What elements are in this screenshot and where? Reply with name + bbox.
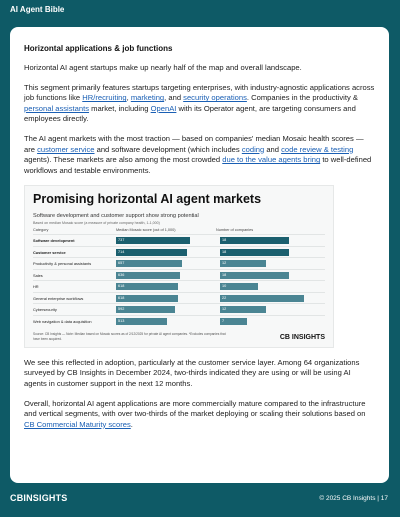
score-bar-track [116,237,216,244]
link-code-review-testing[interactable]: code review & testing [281,144,354,154]
text: to well-defined workflows and testable environments. [24,155,372,175]
row-category: Software development [33,238,75,244]
score-bar: 714 [116,249,187,256]
figure-source: Source: CB Insights — Note: Median based on Mosaic scores as of 2/12/2025 for private AI agent companies. *Excludes companies that have been acquired. [33,332,226,341]
companies-bar-track [220,237,316,244]
table-row [33,234,325,246]
figure-subtitle: Software development and customer support show strong potential [33,213,199,220]
companies-bar: 18 [220,237,289,244]
score-bar: 636 [116,272,180,279]
footer-copyright: © 2025 CB Insights | 17 [319,495,388,502]
content-card [10,27,389,483]
companies-bar-track [220,283,316,290]
text: and software development (which includes [94,144,242,154]
text: . Companies in the productivity & [246,93,358,103]
text: , and [164,93,184,103]
text: agents). These markets are also among the most crowded [24,155,223,165]
score-bar-track [116,272,216,279]
col-category: Category [33,228,49,233]
link-coding[interactable]: coding [241,144,265,154]
text: and [264,144,282,154]
link-openai[interactable]: OpenAI [150,103,177,113]
text: with its Operator agent, are targeting consumers and employees directly. [24,103,356,124]
table-row [33,315,325,327]
paragraph-3 [24,134,375,176]
footer-logo: CBINSIGHTS [10,493,68,503]
row-category: Sales [33,272,43,278]
figure-horizontal-markets [24,185,334,347]
paragraph-2 [24,83,375,125]
companies-bar: 22 [220,295,304,302]
table-row [33,246,325,258]
score-bar-track [116,249,216,256]
figure-footer [33,332,325,340]
table-row [33,292,325,304]
score-bar: 618 [116,283,178,290]
score-bar: 657 [116,260,182,267]
score-bar-track [116,306,216,313]
text: This segment primarily features startups targeting enterprises, with industry-agnostic applications across job functions like [24,82,375,103]
table-row [33,280,325,292]
table-row [33,257,325,269]
row-category: Customer service [33,249,66,255]
row-category: Web navigation & data acquisition [33,318,92,324]
companies-bar: 18 [220,249,289,256]
row-category: Productivity & personal assistants [33,261,92,267]
companies-bar-track [220,318,316,325]
row-category: General enterprise workflows [33,295,84,301]
companies-bar-track [220,260,316,267]
score-bar-track [116,283,216,290]
link-marketing[interactable]: marketing [130,93,165,103]
figure-title: Promising horizontal AI agent markets [33,192,262,207]
table-rows [33,234,325,326]
text: , [126,93,131,103]
text: market, including [89,103,151,113]
companies-bar-track [220,306,316,313]
score-bar-track [116,295,216,302]
text: . [130,419,133,429]
companies-bar-track [220,272,316,279]
table-row [33,303,325,315]
col-score: Median Mosaic score (out of 1,000) [116,228,176,233]
companies-bar-track [220,249,316,256]
companies-bar: 10 [220,283,258,290]
companies-bar-track [220,295,316,302]
section-title: Horizontal applications & job functions [24,44,173,53]
link-customer-service[interactable]: customer service [37,144,95,154]
figure-note: Based on median Mosaic score (a measure of private company health, 1-1,000) [33,221,160,226]
table-row [33,269,325,281]
score-bar-track [116,318,216,325]
score-bar: 592 [116,306,175,313]
cb-insights-logo: CB INSIGHTS [279,333,325,341]
paragraph-4: We see this reflected in adoption, particularly at the customer service layer. Among 64 organizations surveyed by CB Insights in December 2024, two-thirds indicated they are using or will be using AI agents in customer support in the next 12 months. [24,357,360,388]
link-commercial-maturity[interactable]: CB Commercial Maturity scores [24,419,131,429]
link-hr-recruiting[interactable]: HR/recruiting [82,93,127,103]
link-personal-assistants[interactable]: personal assistants [24,103,90,113]
score-bar-track [116,260,216,267]
header-title: AI Agent Bible [10,5,65,14]
score-bar: 513 [116,318,167,325]
paragraph-1: Horizontal AI agent startups make up nearly half of the map and overall landscape. [24,63,302,72]
text: Overall, horizontal AI agent applications are more commercially mature compared to the infrastructure and vertical segments, with over two-thirds of the market deploying or scaling their solutions based on [24,398,366,419]
score-bar: 618 [116,295,178,302]
companies-bar: 7 [220,318,247,325]
score-bar: 737 [116,237,190,244]
companies-bar: 18 [220,272,289,279]
paragraph-5 [24,399,375,431]
text: The AI agent markets with the most traction — based on companies' median Mosaic health scores — are [24,133,364,154]
link-security-operations[interactable]: security operations [183,93,247,103]
companies-bar: 12 [220,260,266,267]
table-header [33,228,325,232]
row-category: Cybersecurity [33,307,57,313]
link-value-agents-bring[interactable]: due to the value agents bring [222,155,321,165]
companies-bar: 12 [220,306,266,313]
col-companies: Number of companies [216,228,254,233]
row-category: HR [33,284,39,290]
